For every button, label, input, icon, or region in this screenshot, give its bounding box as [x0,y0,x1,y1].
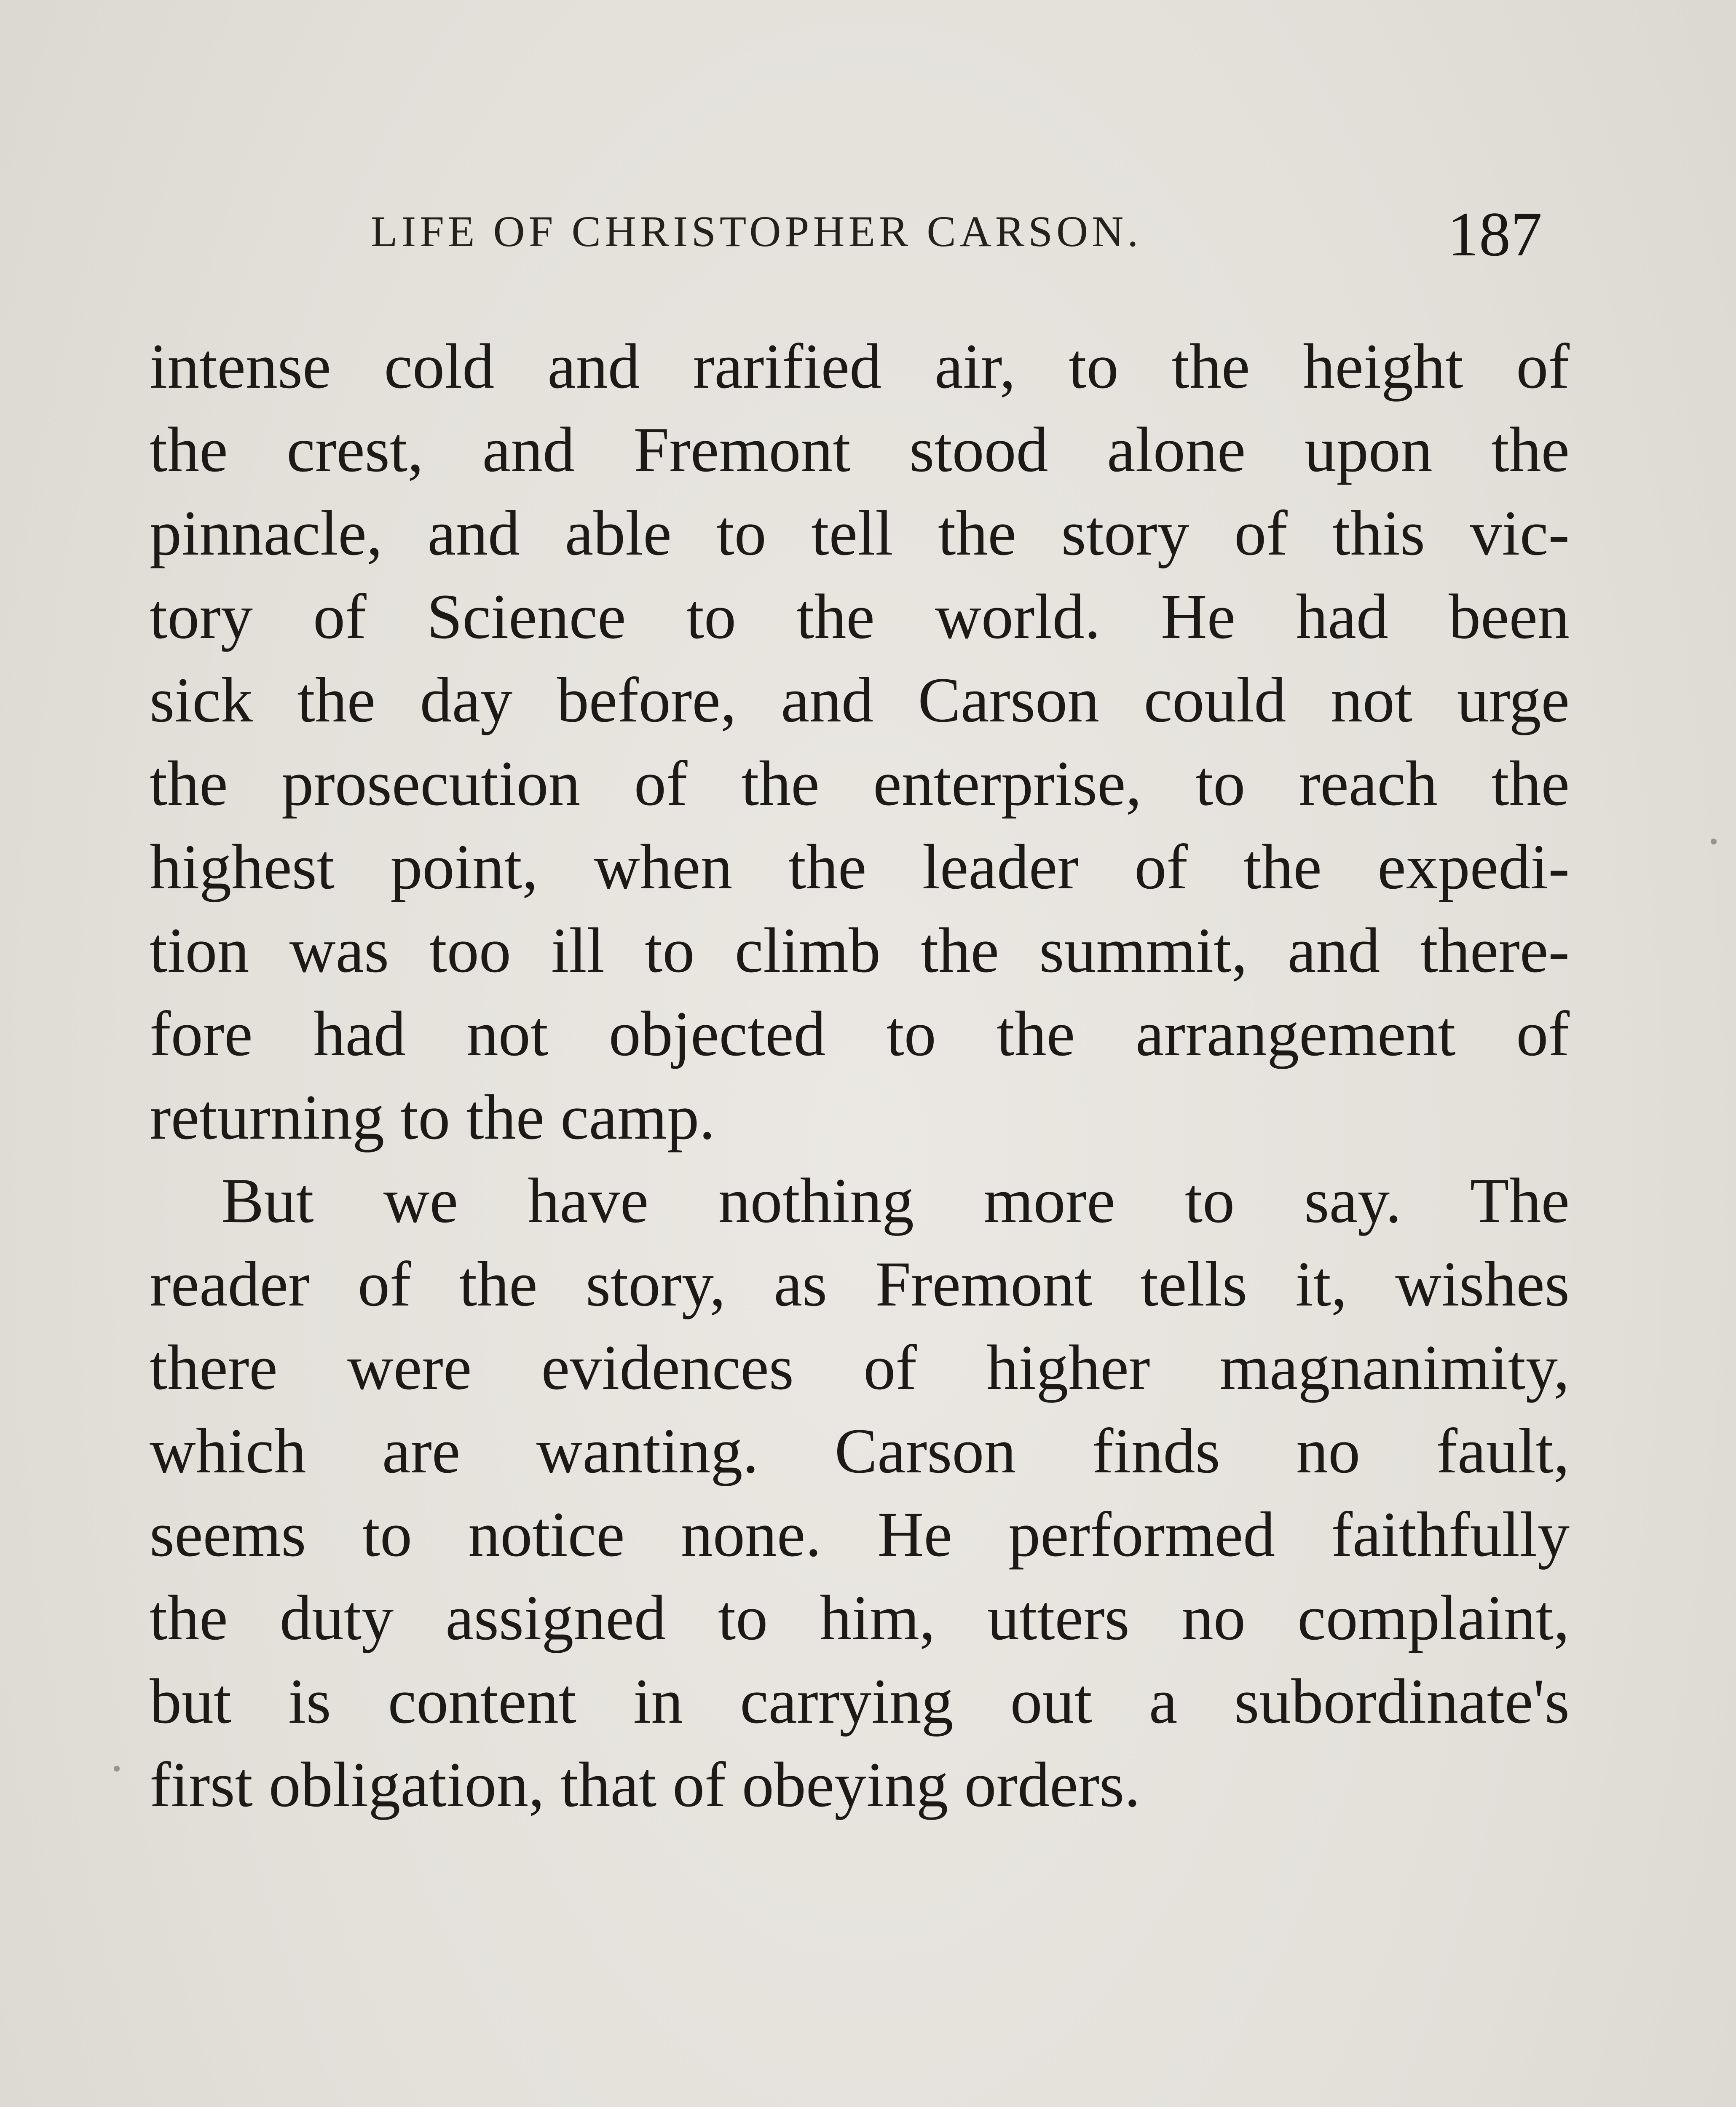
text-line: which are wanting. Carson finds no fault, [150,1415,1570,1486]
text-line: sick the day before, and Carson could not urge [150,665,1570,735]
text-line: the duty assigned to him, utters no complaint, [150,1582,1570,1653]
text-line: tory of Science to the world. He had been [150,581,1570,652]
text-line: pinnacle, and able to tell the story of this vic- [150,498,1570,568]
text-line: tion was too ill to climb the summit, and there- [150,915,1570,986]
text-line: but is content in carrying out a subordinate's [150,1666,1570,1737]
text-line: But we have nothing more to say. The [221,1165,1570,1236]
text-line: reader of the story, as Fremont tells it, wishes [150,1249,1570,1319]
paper-speck [1711,839,1717,844]
text-line: highest point, when the leader of the expedi- [150,831,1570,902]
paragraph-2 [150,1159,1570,1826]
running-head [152,198,1567,270]
page-number: 187 [1447,199,1542,269]
text-line: there were evidences of higher magnanimity, [150,1332,1570,1403]
body-text [150,324,1570,1826]
running-title: LIFE OF CHRISTOPHER CARSON. [371,207,1142,256]
text-line: intense cold and rarified air, to the height of [150,331,1570,402]
text-line: returning to the camp. [150,1082,715,1153]
text-line: first obligation, that of obeying orders. [150,1749,1141,1820]
text-line: the prosecution of the enterprise, to reach the [150,748,1570,819]
text-line: fore had not objected to the arrangement of [150,998,1570,1069]
text-line: the crest, and Fremont stood alone upon the [150,414,1570,485]
text-line: seems to notice none. He performed faithfully [150,1499,1570,1570]
paragraph-1 [150,324,1570,1159]
paper-speck [114,1766,120,1772]
